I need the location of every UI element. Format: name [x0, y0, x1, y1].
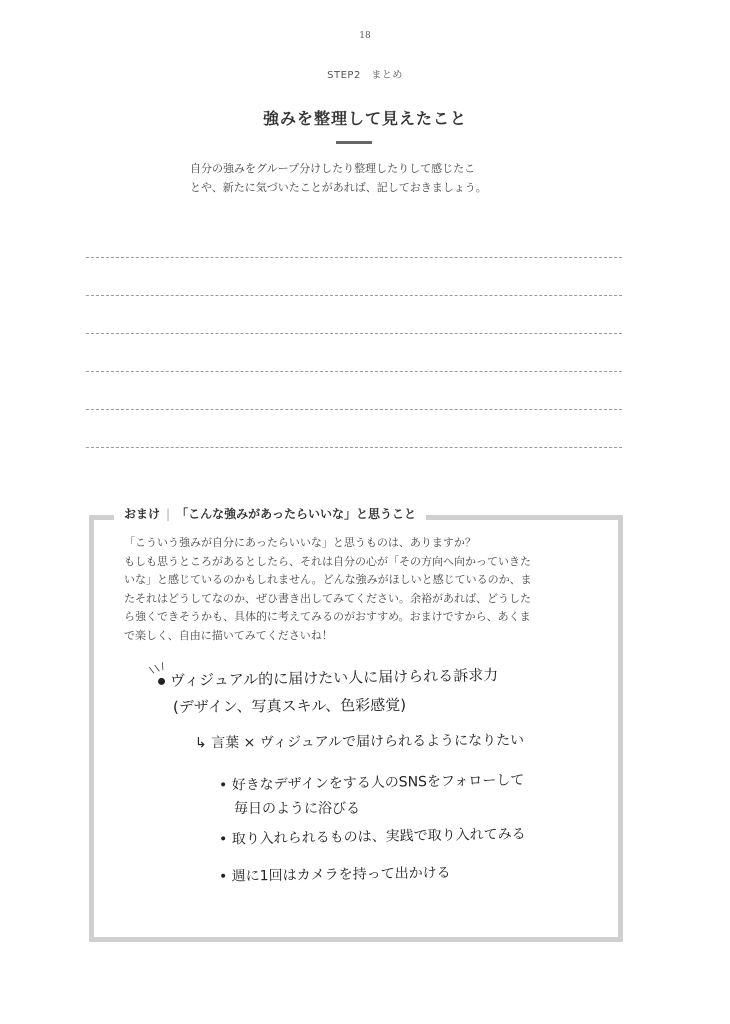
handwritten-bullet-3: • 週に1回はカメラを持って出かける — [218, 864, 451, 886]
handwritten-line-2: (デザイン、写真スキル、色彩感覚) — [172, 695, 407, 717]
writing-line[interactable] — [86, 447, 622, 448]
omake-body-line-5: ら強くできそうかも、具体的に考えてみるのがおすすめ。おまけですから、あくま — [124, 610, 531, 623]
omake-label: おまけ — [124, 507, 161, 521]
writing-line[interactable] — [86, 295, 622, 296]
omake-body-line-3: いな」と感じているのかもしれません。どんな強みがほしいと感じているのか、ま — [124, 573, 532, 586]
omake-heading-text: 「こんな強みがあったらいいな」と思うこと — [176, 507, 416, 521]
writing-line[interactable] — [86, 333, 622, 334]
writing-line[interactable] — [86, 257, 622, 258]
handwritten-bullet-1a: • 好きなデザインをする人のSNSをフォローして — [218, 772, 525, 794]
sparkle-icon: \ \ / — [148, 661, 167, 677]
intro-text — [190, 159, 530, 197]
step-label: STEP2 まとめ — [327, 70, 403, 81]
intro-line-1: 自分の強みをグループ分けしたり整理したりして感じたこ — [190, 162, 476, 175]
writing-line[interactable] — [86, 371, 622, 372]
omake-heading — [114, 505, 426, 522]
bullet-dot-icon — [158, 678, 165, 685]
page-title: 強みを整理して見えたこと — [262, 109, 467, 128]
writing-line[interactable] — [86, 409, 622, 410]
intro-line-2: とや、新たに気づいたことがあれば、記しておきましょう。 — [190, 181, 487, 194]
heading-divider: | — [166, 507, 171, 521]
omake-body-line-2: もしも思うところがあるとしたら、それは自分の心が「その方向へ向かっていきた — [124, 554, 531, 568]
page-number: 18 — [359, 31, 371, 41]
omake-body-line-6: で楽しく、自由に描いてみてくださいね！ — [124, 628, 333, 642]
title-underline — [336, 141, 372, 144]
handwritten-line-3: ↳ 言葉 × ヴィジュアルで届けられるようになりたい — [194, 732, 525, 752]
handwritten-line-1-text: ヴィジュアル的に届けたい人に届けられる訴求力 — [169, 666, 499, 690]
writing-lines — [86, 257, 622, 485]
handwritten-bullet-1b: 毎日のように浴びる — [234, 801, 360, 817]
omake-body-line-4: たそれはどうしてなのか、ぜひ書き出してみてください。余裕があれば、どうした — [124, 591, 531, 605]
omake-body-line-1: 「こういう強みが自分にあったらいいな」と思うものは、ありますか？ — [124, 536, 476, 549]
omake-body — [124, 534, 589, 645]
handwritten-bullet-2: • 取り入れられるものは、実践で取り入れてみる — [218, 826, 526, 848]
